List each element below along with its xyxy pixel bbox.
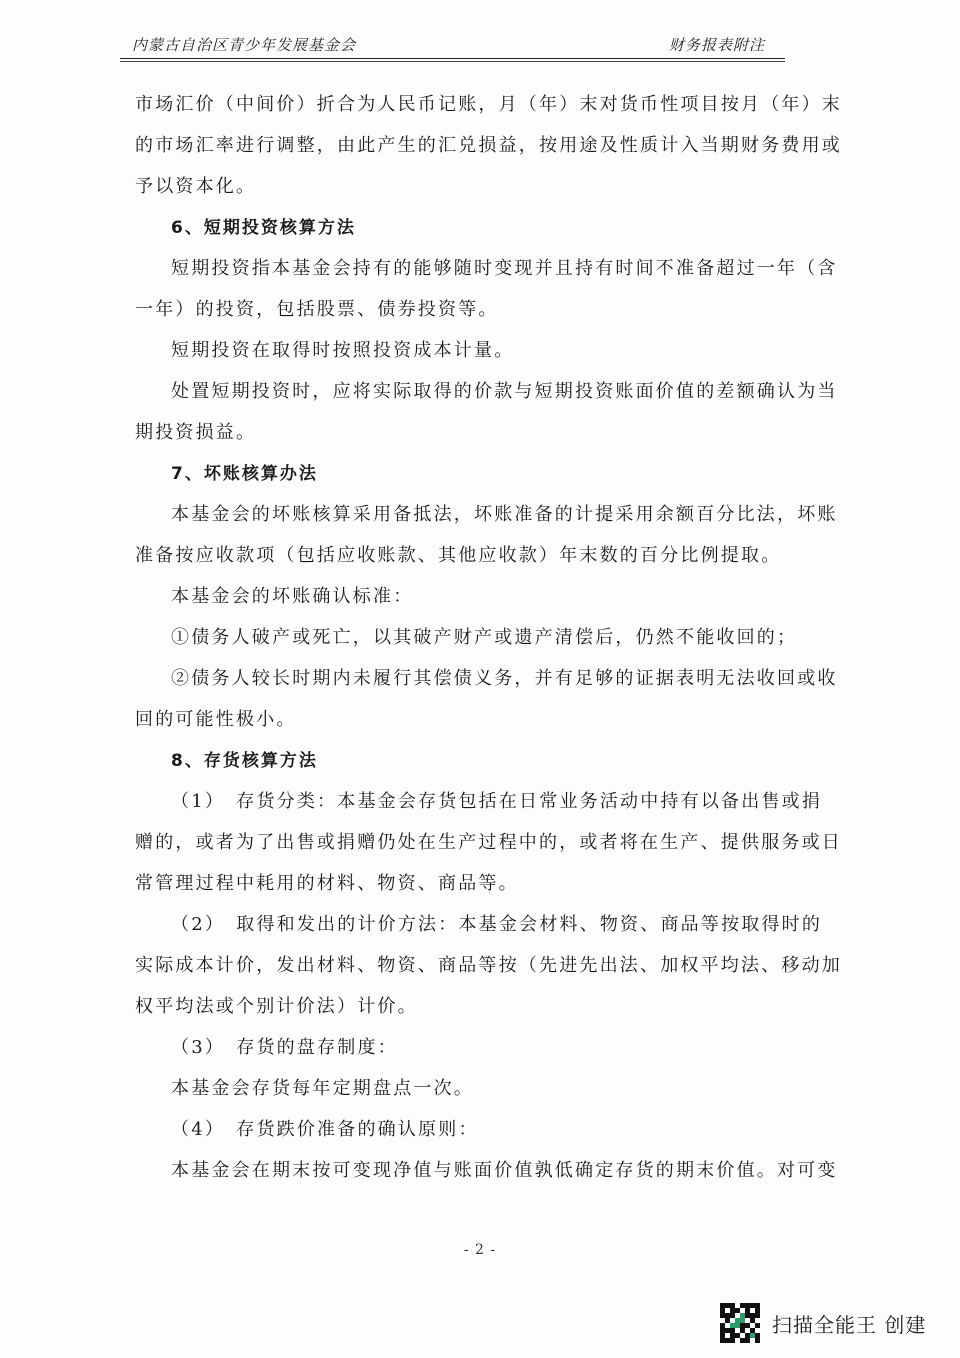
header-organization: 内蒙古自治区青少年发展基金会 <box>132 36 357 54</box>
watermark-text: 扫描全能王 创建 <box>772 1313 927 1337</box>
paragraph-line: 准备按应收款项（包括应收账款、其他应收款）年末数的百分比例提取。 <box>135 545 782 566</box>
paragraph-line: （1） 存货分类：本基金会存货包括在日常业务活动中持有以备出售或捐 <box>171 791 823 812</box>
page-number: - 2 - <box>463 1242 497 1258</box>
header-rule-thin <box>120 61 785 62</box>
list-item-1: ①债务人破产或死亡，以其破产财产或遗产清偿后，仍然不能收回的； <box>171 627 798 648</box>
section-heading-6: 6、短期投资核算方法 <box>171 218 356 238</box>
section-heading-8: 8、存货核算方法 <box>171 751 318 771</box>
paragraph-line: 处置短期投资时，应将实际取得的价款与短期投资账面价值的差额确认为当 <box>171 381 838 402</box>
paragraph-line: 回的可能性极小。 <box>135 709 297 730</box>
paragraph-line: 实际成本计价，发出材料、物资、商品等按（先进先出法、加权平均法、移动加 <box>135 955 842 976</box>
qr-code-icon <box>720 1303 760 1343</box>
header-rule <box>120 58 785 59</box>
paragraph-line: 市场汇价（中间价）折合为人民币记账，月（年）末对货币性项目按月（年）末 <box>135 94 842 115</box>
paragraph-line: 本基金会的坏账核算采用备抵法，坏账准备的计提采用余额百分比法，坏账 <box>171 504 838 525</box>
paragraph-line: （3） 存货的盘存制度： <box>171 1037 398 1058</box>
paragraph-line: 本基金会存货每年定期盘点一次。 <box>171 1078 474 1099</box>
paragraph-line: 常管理过程中耗用的材料、物资、商品等。 <box>135 873 519 894</box>
paragraph-line: （2） 取得和发出的计价方法：本基金会材料、物资、商品等按取得时的 <box>171 914 823 935</box>
body-text <box>135 92 842 1199</box>
paragraph-line: 本基金会的坏账确认标准： <box>171 586 414 607</box>
scanner-watermark <box>720 1303 935 1343</box>
paragraph-line: 赠的，或者为了出售或捐赠仍处在生产过程中的，或者将在生产、提供服务或日 <box>135 832 842 853</box>
paragraph-line: 本基金会在期末按可变现净值与账面价值孰低确定存货的期末价值。对可变 <box>171 1160 838 1181</box>
paragraph-line: 期投资损益。 <box>135 422 257 443</box>
header-section-title: 财务报表附注 <box>668 36 765 54</box>
paragraph-line: 予以资本化。 <box>135 176 257 197</box>
paragraph-line: （4） 存货跌价准备的确认原则： <box>171 1119 479 1140</box>
paragraph-line: 一年）的投资，包括股票、债券投资等。 <box>135 299 499 320</box>
paragraph-line: 的市场汇率进行调整，由此产生的汇兑损益，按用途及性质计入当期财务费用或 <box>135 135 842 156</box>
paragraph-line: 短期投资指本基金会持有的能够随时变现并且持有时间不准备超过一年（含 <box>171 258 838 279</box>
paragraph-line: 短期投资在取得时按照投资成本计量。 <box>171 340 515 361</box>
section-heading-7: 7、坏账核算办法 <box>171 464 318 484</box>
page-header <box>120 28 785 56</box>
list-item-2: ②债务人较长时期内未履行其偿债义务，并有足够的证据表明无法收回或收 <box>171 668 838 689</box>
paragraph-line: 权平均法或个别计价法）计价。 <box>135 996 418 1017</box>
